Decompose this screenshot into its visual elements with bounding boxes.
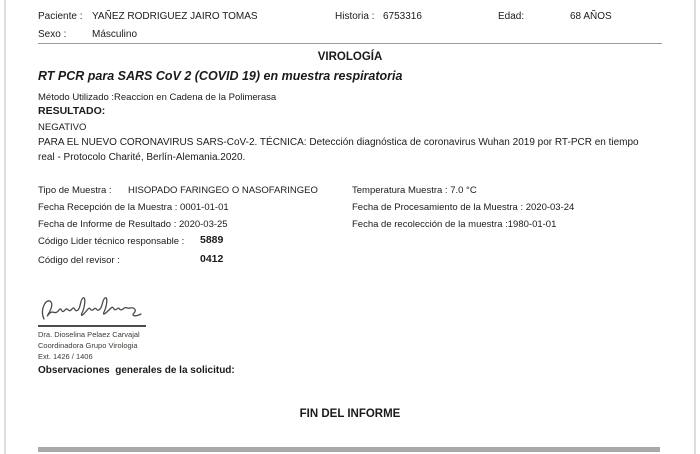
sex-label: Sexo :	[38, 29, 67, 40]
signature-image	[36, 293, 148, 327]
signer-role: Coordinadora Grupo Virologia	[38, 341, 138, 350]
signature-line	[38, 325, 146, 327]
processing-date: Fecha de Procesamiento de la Muestra : 2020-03-24	[352, 202, 575, 213]
test-name: RT PCR para SARS CoV 2 (COVID 19) en muestra respiratoria	[38, 69, 403, 83]
report-date: Fecha de Informe de Resultado : 2020-03-25	[38, 219, 228, 230]
lead-code-label: Código Lider técnico responsable :	[38, 236, 185, 247]
end-of-report-label: FIN DEL INFORME	[299, 408, 401, 420]
page-right-border	[694, 0, 696, 454]
age-value: 68 AÑOS	[570, 11, 612, 22]
patient-name: YAÑEZ RODRIGUEZ JAIRO TOMAS	[92, 11, 258, 22]
reviewer-code-label: Código del revisor :	[38, 255, 120, 266]
reviewer-code-value: 0412	[200, 253, 224, 265]
patient-label: Paciente :	[38, 11, 83, 22]
page-left-border	[4, 0, 6, 454]
lead-code-value: 5889	[200, 234, 224, 246]
result-label: RESULTADO:	[38, 105, 106, 117]
sex-value: Másculino	[92, 29, 138, 40]
signer-name: Dra. Dioselina Pelaez Carvajal	[38, 330, 140, 339]
sample-temperature: Temperatura Muestra : 7.0 °C	[352, 185, 477, 196]
collection-date: Fecha de recolección de la muestra :1980-01-01	[352, 219, 557, 230]
header-divider	[38, 43, 662, 44]
section-title: VIROLOGÍA	[317, 51, 383, 63]
signer-ext: Ext. 1426 / 1406	[38, 352, 93, 361]
technique-note: PARA EL NUEVO CORONAVIRUS SARS-CoV-2. TÉCNICA: Detección diagnóstica de coronavirus Wuhan 2019 por RT-PCR en tiempo real - Protocolo Charité, Berlín-Alemania.2020.	[38, 137, 639, 163]
history-value: 6753316	[383, 11, 422, 22]
result-value: NEGATIVO	[38, 122, 87, 133]
age-label: Edad:	[498, 11, 525, 22]
sample-type-label: Tipo de Muestra :	[38, 185, 112, 196]
reception-date: Fecha Recepción de la Muestra : 0001-01-01	[38, 202, 229, 213]
history-label: Historia :	[335, 11, 375, 22]
observations-label: Observaciones generales de la solicitud:	[38, 365, 235, 376]
sample-type-value: HISOPADO FARINGEO O NASOFARINGEO	[128, 185, 318, 196]
method-line: Método Utilizado :Reaccion en Cadena de la Polimerasa	[38, 92, 277, 103]
bottom-divider	[38, 447, 660, 452]
